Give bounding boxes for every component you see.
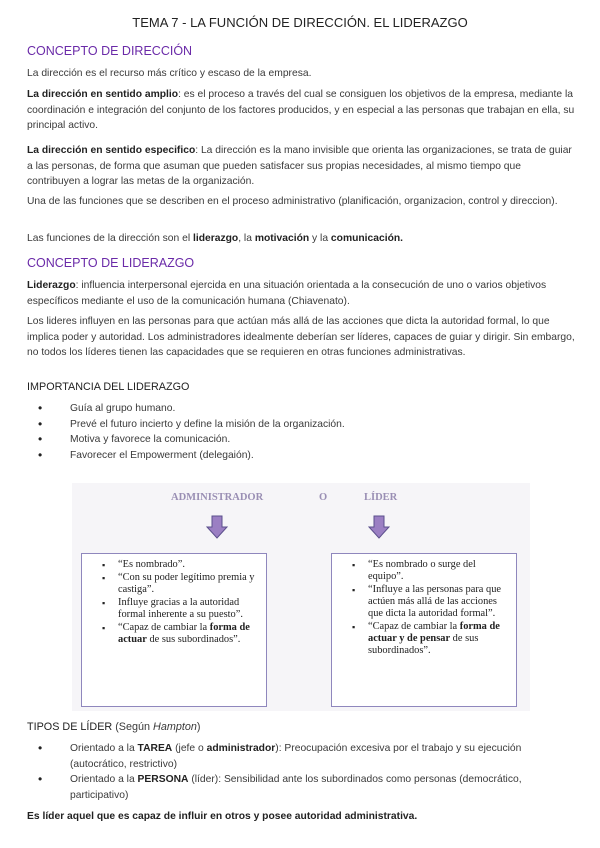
paragraph-direccion-especifico (27, 143, 575, 190)
list-item (38, 772, 575, 803)
label-administrador: ADMINISTRADOR (171, 492, 264, 503)
list-item: ▪ “Es nombrado”. (102, 559, 260, 571)
author-hampton: Hampton (153, 721, 197, 733)
heading-importancia: IMPORTANCIA DEL LIDERAZGO (27, 381, 190, 393)
paragraph-direccion-intro: La dirección es el recurso más crítico y escaso de la empresa. (27, 68, 312, 79)
paragraph-liderazgo-def (27, 278, 575, 309)
text-part: Orientado a la (70, 774, 138, 785)
heading-liderazgo: CONCEPTO DE LIDERAZGO (27, 256, 195, 270)
list-item (102, 622, 260, 646)
list-item (352, 621, 510, 657)
admin-vs-leader-diagram (72, 483, 530, 711)
term-tarea: TAREA (137, 743, 173, 754)
paragraph-direccion-amplio (27, 87, 575, 134)
leader-box (331, 553, 517, 707)
term-comunicacion: comunicación. (330, 233, 404, 244)
paragraph-funciones-direccion (27, 231, 575, 247)
importance-list (38, 401, 345, 463)
heading-tipos-lider (27, 721, 200, 733)
list-item: • Favorecer el Empowerment (delegaión). (38, 448, 345, 464)
text-part: y la (309, 233, 331, 244)
closing-statement: Es líder aquel que es capaz de influir en otros y posee autoridad administrativa. (27, 811, 418, 822)
label-o: O (319, 492, 328, 503)
list-item: ▪ “Con su poder legítimo premia y castiga”. (102, 572, 260, 596)
list-item: • Prevé el futuro incierto y define la misión de la organización. (38, 417, 345, 433)
text-part: (jefe o (172, 743, 207, 754)
text-part: “Capaz de cambiar la (118, 622, 210, 633)
text-part: de sus subordinados”. (368, 633, 479, 656)
text-part: de sus subordinados”. (146, 634, 241, 645)
list-item: ▪ “Influye a las personas para que actúen más allá de las acciones que dicta la autoridad formal”. (352, 584, 510, 620)
list-item (38, 741, 575, 772)
text-sentido-especifico: : La dirección es la mano invisible que orienta las organizaciones, se trata de guiar a las personas, de forma que asuman que pueden satisfacer sus propias necesidades, al mismo tiempo que contribuyen a lograr las metas de la organización. (27, 145, 572, 187)
text-sentido-amplio: : es el proceso a través del cual se consiguen los objetivos de la empresa, mediante la coordinación e integración del conjunto de los factores producidos, y en especial a las personas que trabajan en ella, su principal activo. (27, 89, 575, 131)
page-title: TEMA 7 - LA FUNCIÓN DE DIRECCIÓN. EL LIDERAZGO (132, 15, 468, 30)
term-sentido-amplio: La dirección en sentido amplio (27, 89, 179, 100)
text-part: ) (196, 721, 201, 733)
term-administrador: administrador (206, 743, 276, 754)
term-persona: PERSONA (137, 774, 189, 785)
emphasis-forma-actuar-pensar: forma de actuar y de pensar (368, 621, 500, 644)
term-liderazgo-def: Liderazgo (27, 280, 76, 291)
term-liderazgo: liderazgo (193, 233, 239, 244)
leader-types-list (38, 741, 575, 803)
text-part: Orientado a la (70, 743, 138, 754)
paragraph-funciones-proceso: Una de las funciones que se describen en el proceso administrativo (planificación, organizacion, control y direccion). (27, 196, 558, 207)
label-lider: LÍDER (364, 492, 398, 503)
text-part: (líder): Sensibilidad ante los subordinados como personas (democrático, participativo) (70, 774, 522, 801)
term-motivacion: motivación (254, 233, 310, 244)
text-part: (Según (112, 721, 154, 733)
text-liderazgo-def: : influencia interpersonal ejercida en una situación orientada a la consecución de uno o varios objetivos específicos mediante el uso de la comunicación humana (Chiavenato). (27, 280, 547, 307)
list-item: • Guía al grupo humano. (38, 401, 345, 417)
text-part: Las funciones de la dirección son el (27, 233, 193, 244)
text-part: “Capaz de cambiar la (368, 621, 460, 632)
arrow-down-icon (368, 515, 390, 539)
heading-direccion: CONCEPTO DE DIRECCIÓN (27, 44, 193, 58)
arrow-down-icon (206, 515, 228, 539)
term-sentido-especifico: La dirección en sentido especifico (27, 145, 196, 156)
text-part: TIPOS DE LÍDER (27, 721, 113, 733)
list-item: • Motiva y favorece la comunicación. (38, 432, 345, 448)
paragraph-lideres-influyen: Los lideres influyen en las personas para que actúan más allá de las acciones que dicta la autoridad formal, lo que implica poder y autoridad. Los administradores idealmente deberían ser líderes, capaces de guiar y dirigir. Sin embargo, no todos los líderes tienen las capacidades que se requieren en otras funciones administrativas. (27, 316, 575, 358)
text-part: ): Preocupación excesiva por el trabajo y su ejecución (autocrático, restrictivo) (70, 743, 522, 770)
text-part: , la (238, 233, 255, 244)
administrator-box (81, 553, 267, 707)
list-item: ▪ “Es nombrado o surge del equipo”. (352, 559, 510, 583)
list-item: ▪ Influye gracias a la autoridad formal inherente a su puesto”. (102, 597, 260, 621)
emphasis-forma-actuar: forma de actuar (118, 622, 250, 645)
